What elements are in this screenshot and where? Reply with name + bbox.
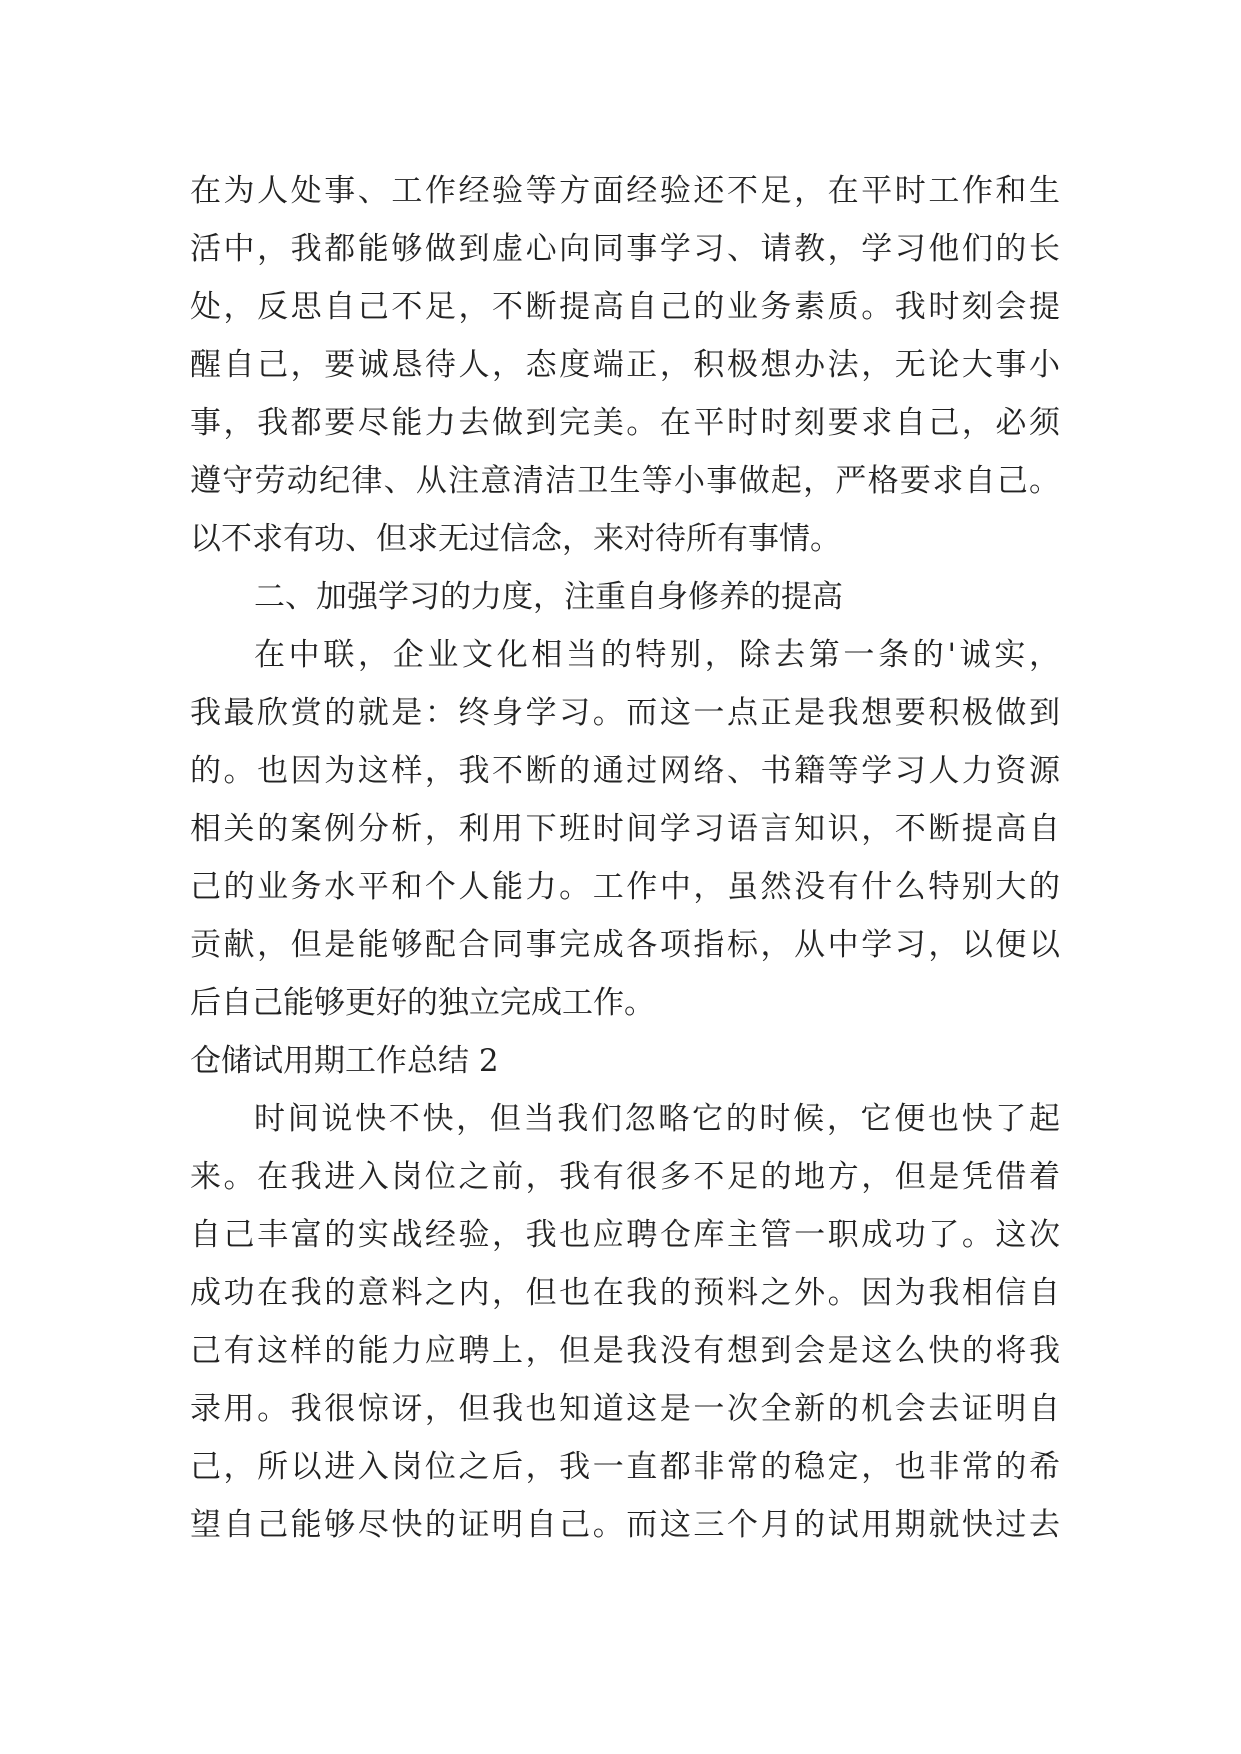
- body-text-line: 相关的案例分析，利用下班时间学习语言知识，不断提高自: [190, 811, 1060, 847]
- section-heading: 二、加强学习的力度，注重自身修养的提高: [254, 579, 843, 615]
- body-text-line: 事，我都要尽能力去做到完美。在平时时刻要求自己，必须: [190, 405, 1060, 441]
- body-text-line: 望自己能够尽快的证明自己。而这三个月的试用期就快过去: [190, 1507, 1060, 1543]
- body-text-line: 活中，我都能够做到虚心向同事学习、请教，学习他们的长: [190, 231, 1060, 267]
- body-text-line: 来。在我进入岗位之前，我有很多不足的地方，但是凭借着: [190, 1159, 1060, 1195]
- body-text-line: 自己丰富的实战经验，我也应聘仓库主管一职成功了。这次: [190, 1217, 1060, 1253]
- body-text-line: 贡献，但是能够配合同事完成各项指标，从中学习，以便以: [190, 927, 1060, 963]
- body-text-line: 遵守劳动纪律、从注意清洁卫生等小事做起，严格要求自己。: [190, 463, 1060, 499]
- body-text-line: 我最欣赏的就是：终身学习。而这一点正是我想要积极做到: [190, 695, 1060, 731]
- body-text-line: 己有这样的能力应聘上，但是我没有想到会是这么快的将我: [190, 1333, 1060, 1369]
- body-text-line: 以不求有功、但求无过信念，来对待所有事情。: [190, 521, 841, 557]
- body-text-line: 在为人处事、工作经验等方面经验还不足，在平时工作和生: [190, 173, 1060, 209]
- body-text-line: 处，反思自己不足，不断提高自己的业务素质。我时刻会提: [190, 289, 1060, 325]
- body-text-line: 时间说快不快，但当我们忽略它的时候，它便也快了起: [254, 1101, 1060, 1137]
- body-text-line: 录用。我很惊讶，但我也知道这是一次全新的机会去证明自: [190, 1391, 1060, 1427]
- body-text-line: 醒自己，要诚恳待人，态度端正，积极想办法，无论大事小: [190, 347, 1060, 383]
- body-text-line: 后自己能够更好的独立完成工作。: [190, 985, 655, 1021]
- document-title: 仓储试用期工作总结 2: [190, 1043, 499, 1079]
- body-text-line: 的。也因为这样，我不断的通过网络、书籍等学习人力资源: [190, 753, 1060, 789]
- body-text-line: 己，所以进入岗位之后，我一直都非常的稳定，也非常的希: [190, 1449, 1060, 1485]
- body-text-line: 成功在我的意料之内，但也在我的预料之外。因为我相信自: [190, 1275, 1060, 1311]
- body-text-line: 己的业务水平和个人能力。工作中，虽然没有什么特别大的: [190, 869, 1060, 905]
- body-text-line: 在中联，企业文化相当的特别，除去第一条的'诚实，: [254, 637, 1060, 673]
